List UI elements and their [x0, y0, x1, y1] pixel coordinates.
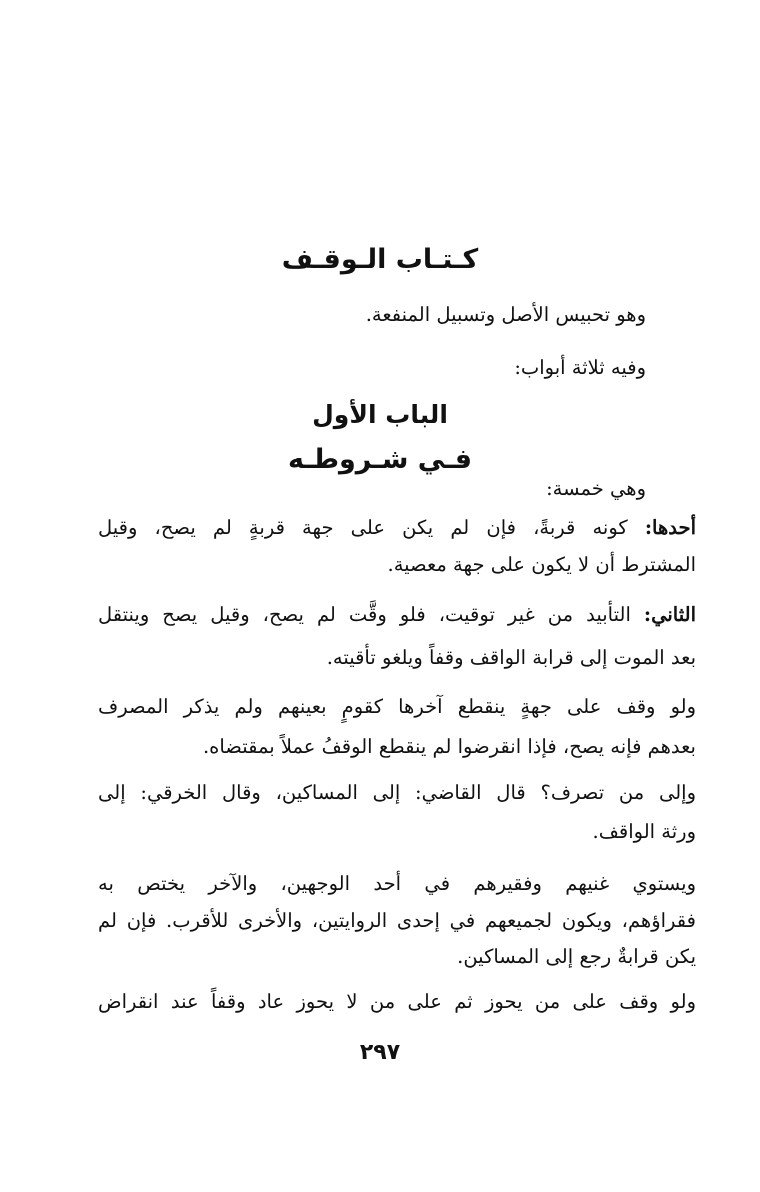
book-title: كـتـاب الـوقـف	[281, 244, 479, 275]
paragraph-fourth-line-1: وإلى من تصرف؟ قال القاضي: إلى المساكين، وقال الخرقي: إلى	[98, 781, 696, 804]
first-condition-text: كونه قربةً، فإن لم يكن على جهة قربةٍ لم يصح، وقيل	[98, 516, 628, 539]
second-condition-text: التأبيد من غير توقيت، فلو وقَّت لم يصح، وقيل يصح وينتقل	[98, 603, 631, 626]
paragraph-fifth-line-2: فقراؤهم، ويكون لجميعهم في إحدى الروايتين، والأخرى للأقرب. فإن لم	[98, 909, 696, 932]
conditions-count-line: وهي خمسة:	[546, 477, 646, 500]
sections-count-line: وفيه ثلاثة أبواب:	[514, 356, 646, 379]
page-number: ٢٩٧	[359, 1040, 401, 1065]
definition-line: وهو تحبيس الأصل وتسبيل المنفعة.	[365, 303, 646, 326]
first-condition-label: أحدها:	[644, 516, 696, 539]
paragraph-first-line-1	[98, 513, 696, 543]
paragraph-fifth-line-1: ويستوي غنيهم وفقيرهم في أحد الوجهين، والآخر يختص به	[98, 872, 696, 895]
paragraph-third-line-2: بعدهم فإنه يصح، فإذا انقرضوا لم ينقطع الوقفُ عملاً بمقتضاه.	[202, 735, 696, 758]
paragraph-sixth-line-1: ولو وقف على من يحوز ثم على من لا يحوز عاد وقفاً عند انقراض	[98, 990, 696, 1013]
paragraph-second-line-2: بعد الموت إلى قرابة الواقف وقفاً ويلغو تأقيته.	[326, 646, 696, 669]
paragraph-second-line-1	[98, 600, 696, 630]
paragraph-third-line-1: ولو وقف على جهةٍ ينقطع آخرها كقومٍ بعينهم ولم يذكر المصرف	[98, 695, 696, 718]
second-condition-label: الثاني:	[643, 603, 696, 626]
paragraph-fourth-line-2: ورثة الواقف.	[592, 820, 696, 843]
paragraph-first-line-2: المشترط أن لا يكون على جهة معصية.	[387, 553, 696, 576]
chapter-title: الباب الأول	[312, 400, 448, 429]
chapter-subtitle: فـي شـروطـه	[287, 444, 473, 475]
paragraph-fifth-line-3: يكن قرابةٌ رجع إلى المساكين.	[457, 945, 696, 968]
